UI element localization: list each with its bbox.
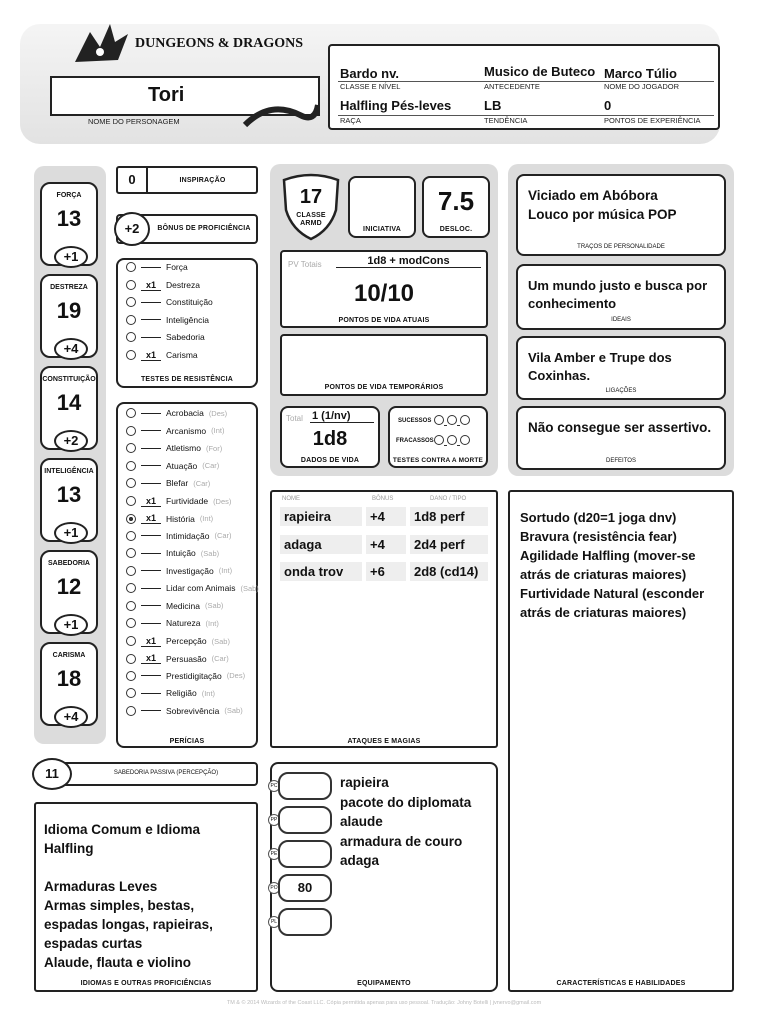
equipment-list[interactable] <box>340 773 471 871</box>
ability-name: SABEDORIA <box>47 560 90 567</box>
skill-row[interactable] <box>126 653 229 664</box>
coin-label: PC <box>268 780 280 792</box>
ability-modifier[interactable]: +2 <box>54 430 88 452</box>
ability-intelligence <box>40 458 98 542</box>
row-name: Força <box>166 262 188 272</box>
language-line <box>44 858 213 877</box>
coin-label: PO <box>268 882 280 894</box>
skill-row[interactable] <box>126 531 232 541</box>
skills-list <box>118 408 259 728</box>
features-label: CARACTERÍSTICAS E HABILIDADES <box>556 980 686 987</box>
proficiency-mark[interactable] <box>141 319 161 320</box>
equipment-item: rapieira <box>340 775 389 790</box>
ability-charisma <box>40 642 98 726</box>
row-name: Destreza <box>166 280 201 290</box>
death-fail-label: FRACASSOS <box>396 438 434 444</box>
skill-row[interactable] <box>126 636 230 647</box>
proficiency-circle[interactable] <box>126 566 136 576</box>
ideals-line-2[interactable]: conhecimento <box>528 296 617 311</box>
row-name: Investigação <box>166 565 214 576</box>
row-name: Furtividade <box>166 496 209 506</box>
coin-label: PE <box>268 848 280 860</box>
feature-line: Sortudo (d20=1 joga dnv) <box>520 510 677 525</box>
ability-constitution <box>40 366 98 450</box>
death-success-label: SUCESSOS <box>398 418 432 424</box>
feature-line: atrás de criaturas maiores) <box>520 605 687 620</box>
ideals-label: IDEAIS <box>611 317 631 323</box>
row-name: Religião <box>166 688 197 698</box>
ability-name: CONSTITUIÇÃO <box>42 376 96 383</box>
ability-modifier[interactable]: +4 <box>54 338 88 360</box>
skill-row[interactable] <box>126 548 219 558</box>
proficiency-mark[interactable] <box>141 337 161 338</box>
skill-row[interactable] <box>126 566 232 576</box>
ability-name: DESTREZA <box>50 284 88 291</box>
proficiency-circle[interactable] <box>126 478 136 488</box>
proficiency-circle[interactable] <box>126 548 136 558</box>
class-level-label: CLASSE E NÍVEL <box>340 82 401 91</box>
row-name: Intuição <box>166 548 196 558</box>
saving-throw-row[interactable] <box>126 297 213 307</box>
ability-name: INTELIGÊNCIA <box>44 468 94 475</box>
attacks-col-bonus: BÔNUS <box>372 496 394 502</box>
row-attribute: (Int) <box>211 426 225 435</box>
equipment-item: alaude <box>340 814 383 829</box>
row-name: Inteligência <box>166 314 210 325</box>
features-text[interactable] <box>520 508 704 622</box>
skill-row[interactable] <box>126 461 219 471</box>
equipment-item: armadura de couro <box>340 833 463 849</box>
character-name-value[interactable]: Tori <box>148 84 185 106</box>
skill-row[interactable] <box>126 706 243 716</box>
attack-bonus[interactable]: +4 <box>366 535 406 554</box>
attack-damage[interactable]: 2d4 perf <box>410 535 488 554</box>
language-line: Armaduras Leves <box>44 879 158 894</box>
header-divider-1 <box>338 81 714 82</box>
proficiency-mark[interactable]: x1 <box>141 513 161 524</box>
proficiency-circle[interactable] <box>126 443 136 453</box>
ability-modifier[interactable]: +1 <box>54 522 88 544</box>
proficiency-circle[interactable] <box>126 315 136 325</box>
circle-link <box>457 445 460 446</box>
flaws-label: DEFEITOS <box>606 458 636 464</box>
languages-text[interactable] <box>44 820 213 972</box>
row-attribute: (Int) <box>201 688 216 698</box>
alignment-value[interactable]: LB <box>484 98 502 113</box>
feature-line: Furtividade Natural (esconder <box>520 586 705 601</box>
skill-row[interactable] <box>126 671 245 681</box>
xp-value[interactable]: 0 <box>604 98 612 113</box>
hp-current-value[interactable]: 10/10 <box>353 280 415 307</box>
row-attribute: (Sab) <box>200 548 220 558</box>
hit-dice-total-label: Total <box>286 414 303 423</box>
proficiency-mark[interactable] <box>141 605 161 606</box>
proficiency-mark[interactable] <box>141 675 161 676</box>
proficiency-mark[interactable] <box>141 693 161 694</box>
hp-max-label: PV Totais <box>288 260 322 269</box>
inspiration-value[interactable]: 0 <box>118 168 148 192</box>
coin-platinum[interactable] <box>278 908 332 936</box>
ability-score[interactable]: 13 <box>56 206 82 231</box>
row-name: Lidar com Animais <box>166 583 236 593</box>
attack-damage[interactable]: 2d8 (cd14) <box>410 562 488 581</box>
proficiency-circle[interactable] <box>126 280 136 290</box>
attack-name[interactable]: rapieira <box>280 507 362 526</box>
attacks-col-damage: DANO / TIPO <box>430 496 467 502</box>
ability-wisdom <box>40 550 98 634</box>
bonds-line-2[interactable]: Coxinhas. <box>528 368 591 383</box>
row-name: Persuasão <box>166 653 207 664</box>
proficiency-value[interactable]: +2 <box>114 212 150 246</box>
scroll-right-decoration <box>240 95 320 135</box>
proficiency-circle[interactable] <box>126 671 136 681</box>
skill-row[interactable] <box>126 583 259 593</box>
proficiency-mark[interactable]: x1 <box>141 636 161 647</box>
success-circle[interactable] <box>434 415 444 425</box>
ability-modifier[interactable]: +4 <box>54 706 88 728</box>
proficiency-mark[interactable] <box>141 413 161 414</box>
attack-name[interactable]: onda trov <box>280 562 362 581</box>
success-circle[interactable] <box>447 415 457 425</box>
proficiency-circle[interactable] <box>126 688 136 698</box>
row-attribute: (Int) <box>218 566 233 575</box>
ability-strength <box>40 182 98 266</box>
flaws-line-1[interactable]: Não consegue ser assertivo. <box>528 420 712 435</box>
language-line: Idioma Comum e Idioma <box>44 822 201 837</box>
class-level-value[interactable]: Bardo nv. <box>340 66 399 81</box>
coin-label: PL <box>268 916 280 928</box>
row-attribute: (Int) <box>199 514 214 523</box>
row-attribute: (For) <box>205 443 223 453</box>
proficiency-circle[interactable] <box>126 618 136 628</box>
proficiency-mark[interactable] <box>141 267 161 268</box>
skill-row[interactable] <box>126 601 223 611</box>
proficiency-mark[interactable] <box>141 302 161 303</box>
header-divider-2 <box>338 115 714 116</box>
footer-copyright: TM & © 2014 Wizards of the Coast LLC. Cópia permitida apenas para uso pessoal. Tradução: Johny Botelli | jvnervo@gmail.com <box>226 1000 542 1006</box>
row-attribute: (Sab) <box>205 601 224 610</box>
proficiency-circle[interactable] <box>126 583 136 593</box>
inspiration-label: INSPIRAÇÃO <box>179 177 226 184</box>
proficiency-circle[interactable] <box>126 350 136 360</box>
ideals-line-1[interactable]: Um mundo justo e busca por <box>528 278 708 293</box>
skill-row[interactable] <box>126 513 213 524</box>
proficiency-mark[interactable] <box>141 553 161 554</box>
character-name-label: NOME DO PERSONAGEM <box>88 117 180 126</box>
row-name: Natureza <box>166 618 201 628</box>
circle-link <box>457 425 460 426</box>
saving-throws-list <box>118 262 256 372</box>
proficiency-mark[interactable] <box>141 588 161 589</box>
proficiency-mark[interactable]: x1 <box>141 496 161 507</box>
logo-text: DUNGEONS & DRAGONS <box>135 36 304 51</box>
attack-bonus[interactable]: +4 <box>366 507 406 526</box>
proficiency-mark[interactable] <box>141 465 161 466</box>
saving-throw-row[interactable] <box>126 332 205 342</box>
fail-circle[interactable] <box>460 435 470 445</box>
proficiency-circle[interactable] <box>126 496 136 506</box>
row-attribute: (Des) <box>226 671 246 680</box>
row-name: Intimidação <box>166 530 210 541</box>
proficiency-circle[interactable] <box>126 514 136 524</box>
player-name-value[interactable]: Marco Túlio <box>604 66 677 81</box>
attack-damage[interactable]: 1d8 perf <box>410 507 488 526</box>
hit-dice-value[interactable]: 1d8 <box>312 428 348 450</box>
feature-line: atrás de criaturas maiores) <box>520 567 687 582</box>
language-line: Armas simples, bestas, <box>44 898 195 913</box>
proficiency-mark[interactable]: x1 <box>141 280 161 291</box>
skill-row[interactable] <box>126 426 225 436</box>
coin-gold[interactable]: 80 <box>278 874 332 902</box>
row-attribute: (Sab) <box>240 583 259 593</box>
ability-name: FORÇA <box>56 192 82 199</box>
row-name: Sabedoria <box>166 332 205 342</box>
ability-score[interactable]: 13 <box>56 482 82 507</box>
proficiency-circle[interactable] <box>126 601 136 611</box>
traits-line-2[interactable]: Louco por música POP <box>528 207 677 222</box>
row-attribute: (Des) <box>213 496 232 506</box>
saving-throw-row[interactable] <box>126 350 198 361</box>
hit-dice-total-value[interactable]: 1 (1/nv) <box>310 410 374 423</box>
row-name: Constituição <box>166 297 213 307</box>
skill-row[interactable] <box>126 478 210 488</box>
proficiency-mark[interactable] <box>141 623 161 624</box>
circle-link <box>444 425 447 426</box>
equipment-item: adaga <box>340 853 380 868</box>
proficiency-circle[interactable] <box>126 636 136 646</box>
feature-line: Agilidade Halfling (mover-se <box>520 548 696 563</box>
coin-silver[interactable] <box>278 806 332 834</box>
death-success-circles[interactable] <box>434 415 470 426</box>
death-fail-circles[interactable] <box>434 435 470 446</box>
skill-row[interactable] <box>126 496 231 507</box>
skill-row[interactable] <box>126 618 219 628</box>
ability-dexterity <box>40 274 98 358</box>
attacks-label: ATAQUES E MAGIAS <box>347 738 421 745</box>
ability-score[interactable]: 18 <box>56 666 82 691</box>
proficiency-circle[interactable] <box>126 297 136 307</box>
passive-perception-label: SABEDORIA PASSIVA (PERCEPÇÃO) <box>113 770 219 776</box>
background-value[interactable]: Musico de Buteco <box>484 64 596 79</box>
language-line: espadas curtas <box>44 936 143 951</box>
languages-label: IDIOMAS E OUTRAS PROFICIÊNCIAS <box>80 980 212 987</box>
row-name: Arcanismo <box>166 425 207 436</box>
row-name: Carisma <box>166 350 198 360</box>
proficiency-mark[interactable] <box>141 448 161 449</box>
bonds-line-1[interactable]: Vila Amber e Trupe dos <box>528 350 672 365</box>
ability-score[interactable]: 12 <box>56 574 82 599</box>
race-label: RAÇA <box>340 116 361 125</box>
race-value[interactable]: Halfling Pés-leves <box>340 98 452 113</box>
row-attribute: (Car) <box>202 461 220 470</box>
hp-temp-label: PONTOS DE VIDA TEMPORÁRIOS <box>324 384 444 391</box>
proficiency-mark[interactable] <box>141 710 161 711</box>
proficiency-mark[interactable] <box>141 483 161 484</box>
hp-current-label: PONTOS DE VIDA ATUAIS <box>338 317 430 324</box>
proficiency-circle[interactable] <box>126 531 136 541</box>
row-name: Atuação <box>166 460 198 471</box>
proficiency-mark[interactable] <box>141 430 161 431</box>
equipment-item: pacote do diplomata <box>340 794 472 810</box>
proficiency-mark[interactable] <box>141 535 161 536</box>
proficiency-circle[interactable] <box>126 461 136 471</box>
row-name: Medicina <box>166 600 201 611</box>
proficiency-circle[interactable] <box>126 426 136 436</box>
alignment-label: TENDÊNCIA <box>484 116 528 125</box>
row-name: Prestidigitação <box>166 670 222 681</box>
equipment-label: EQUIPAMENTO <box>357 980 411 987</box>
language-line: espadas longas, rapieiras, <box>44 917 213 932</box>
passive-perception-value[interactable]: 11 <box>32 758 72 790</box>
skills-label: PERÍCIAS <box>169 738 205 745</box>
traits-label: TRAÇOS DE PERSONALIDADE <box>577 244 665 250</box>
armor-class-label: CLASSE ARMD <box>296 212 326 227</box>
saving-throws-label: TESTES DE RESISTÊNCIA <box>140 376 234 383</box>
skill-row[interactable] <box>126 443 222 453</box>
skill-row[interactable] <box>126 688 215 698</box>
skill-row[interactable] <box>126 408 227 418</box>
row-attribute: (Car) <box>193 478 211 488</box>
armor-class-value[interactable]: 17 <box>299 186 323 208</box>
circle-link <box>444 445 447 446</box>
speed-label: DESLOC. <box>439 226 473 233</box>
proficiency-circle[interactable] <box>126 332 136 342</box>
attacks-box <box>270 490 498 748</box>
saving-throw-row[interactable] <box>126 262 188 272</box>
proficiency-mark[interactable]: x1 <box>141 653 161 664</box>
fail-circle[interactable] <box>434 435 444 445</box>
proficiency-circle[interactable] <box>126 654 136 664</box>
ability-modifier[interactable]: +1 <box>54 614 88 636</box>
attacks-col-name: NOME <box>282 496 300 502</box>
ability-score[interactable]: 14 <box>56 390 82 415</box>
coin-electrum[interactable] <box>278 840 332 868</box>
ability-modifier[interactable]: +1 <box>54 246 88 268</box>
attack-bonus[interactable]: +6 <box>366 562 406 581</box>
coin-copper[interactable] <box>278 772 332 800</box>
language-line: Halfling <box>44 841 94 856</box>
row-attribute: (Des) <box>208 408 228 418</box>
proficiency-label: BÔNUS DE PROFICIÊNCIA <box>157 225 251 232</box>
proficiency-mark[interactable]: x1 <box>141 350 161 361</box>
proficiency-circle[interactable] <box>126 408 136 418</box>
xp-label: PONTOS DE EXPERIÊNCIA <box>604 116 701 125</box>
row-attribute: (Car) <box>211 654 229 663</box>
traits-line-1[interactable]: Viciado em Abóbora <box>528 188 658 203</box>
attack-name[interactable]: adaga <box>280 535 362 554</box>
speed-value[interactable]: 7.5 <box>437 186 475 216</box>
hit-dice-label: DADOS DE VIDA <box>300 457 360 464</box>
row-name: Atletismo <box>166 443 201 453</box>
player-name-label: NOME DO JOGADOR <box>604 82 680 91</box>
proficiency-circle[interactable] <box>126 262 136 272</box>
fail-circle[interactable] <box>447 435 457 445</box>
feature-line: Bravura (resistência fear) <box>520 529 677 544</box>
row-name: Acrobacia <box>166 408 204 418</box>
saving-throw-row[interactable] <box>126 280 200 291</box>
row-attribute: (Car) <box>214 531 232 540</box>
ability-score[interactable]: 19 <box>56 298 82 323</box>
language-line: Alaude, flauta e violino <box>44 955 192 970</box>
hp-max-value[interactable]: 1d8 + modCons <box>336 255 481 268</box>
initiative-label: INICIATIVA <box>363 226 401 233</box>
success-circle[interactable] <box>460 415 470 425</box>
bonds-label: LIGAÇÕES <box>605 388 637 394</box>
row-name: Sobrevivência <box>166 705 220 716</box>
coin-label: PP <box>268 814 280 826</box>
death-saves-label: TESTES CONTRA A MORTE <box>392 457 484 464</box>
row-attribute: (Sab) <box>224 706 243 715</box>
row-name: Percepção <box>166 636 207 646</box>
proficiency-mark[interactable] <box>141 570 161 571</box>
row-name: História <box>166 513 195 524</box>
dragon-logo-icon <box>70 22 130 68</box>
proficiency-circle[interactable] <box>126 706 136 716</box>
row-name: Blefar <box>166 478 189 488</box>
ability-name: CARISMA <box>52 652 86 659</box>
row-attribute: (Int) <box>205 618 219 628</box>
saving-throw-row[interactable] <box>126 315 209 325</box>
background-label: ANTECEDENTE <box>484 82 540 91</box>
row-attribute: (Sab) <box>211 636 230 646</box>
